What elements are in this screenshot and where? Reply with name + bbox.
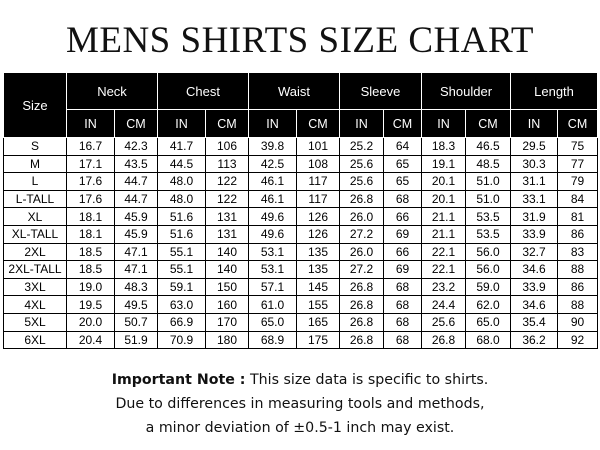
size-chart-table: [3, 72, 598, 349]
measurement-cell: 27.2: [340, 261, 384, 279]
measurement-cell: 19.5: [67, 296, 115, 314]
measurement-cell: 21.1: [422, 225, 466, 243]
measurement-cell: 108: [297, 155, 340, 173]
measurement-cell: 23.2: [422, 278, 466, 296]
unit-header: CM: [206, 110, 249, 138]
measurement-cell: 160: [206, 296, 249, 314]
measurement-cell: 88: [558, 296, 598, 314]
measurement-cell: 48.5: [466, 155, 511, 173]
measurement-cell: 35.4: [511, 313, 558, 331]
table-row: [4, 296, 598, 314]
measurement-cell: 122: [206, 190, 249, 208]
measurement-cell: 46.1: [249, 173, 297, 191]
measurement-cell: 45.9: [115, 208, 158, 226]
measurement-cell: 135: [297, 243, 340, 261]
measurement-cell: 18.1: [67, 208, 115, 226]
measurement-cell: 81: [558, 208, 598, 226]
measurement-cell: 135: [297, 261, 340, 279]
table-row: [4, 261, 598, 279]
note-label: Important Note :: [111, 372, 246, 388]
measurement-cell: 26.8: [340, 313, 384, 331]
measurement-cell: 51.0: [466, 190, 511, 208]
measurement-cell: 68: [384, 278, 422, 296]
measurement-cell: 131: [206, 225, 249, 243]
column-group-header: Sleeve: [340, 73, 422, 110]
table-row: [4, 278, 598, 296]
column-group-header: Shoulder: [422, 73, 511, 110]
measurement-cell: 92: [558, 331, 598, 349]
table-row: [4, 155, 598, 173]
size-label-cell: XL: [4, 208, 67, 226]
measurement-cell: 64: [384, 138, 422, 156]
measurement-cell: 126: [297, 208, 340, 226]
measurement-cell: 66: [384, 208, 422, 226]
measurement-cell: 106: [206, 138, 249, 156]
note-line-2: Due to differences in measuring tools and methods,: [115, 396, 485, 412]
size-label-cell: M: [4, 155, 67, 173]
measurement-cell: 66: [384, 243, 422, 261]
measurement-cell: 33.9: [511, 278, 558, 296]
measurement-cell: 27.2: [340, 225, 384, 243]
unit-header: CM: [558, 110, 598, 138]
measurement-cell: 175: [297, 331, 340, 349]
measurement-cell: 17.6: [67, 173, 115, 191]
table-row: [4, 313, 598, 331]
measurement-cell: 19.1: [422, 155, 466, 173]
measurement-cell: 101: [297, 138, 340, 156]
unit-header: CM: [384, 110, 422, 138]
measurement-cell: 26.0: [340, 208, 384, 226]
measurement-cell: 45.9: [115, 225, 158, 243]
unit-header: IN: [422, 110, 466, 138]
table-row: [4, 331, 598, 349]
measurement-cell: 25.2: [340, 138, 384, 156]
header-group-row: [4, 73, 598, 110]
measurement-cell: 62.0: [466, 296, 511, 314]
measurement-cell: 55.1: [158, 243, 206, 261]
measurement-cell: 83: [558, 243, 598, 261]
measurement-cell: 22.1: [422, 243, 466, 261]
measurement-cell: 63.0: [158, 296, 206, 314]
measurement-cell: 49.5: [115, 296, 158, 314]
measurement-cell: 22.1: [422, 261, 466, 279]
measurement-cell: 48.0: [158, 190, 206, 208]
measurement-cell: 155: [297, 296, 340, 314]
measurement-cell: 68.0: [466, 331, 511, 349]
measurement-cell: 16.7: [67, 138, 115, 156]
measurement-cell: 24.4: [422, 296, 466, 314]
size-label-cell: 4XL: [4, 296, 67, 314]
measurement-cell: 88: [558, 261, 598, 279]
measurement-cell: 61.0: [249, 296, 297, 314]
measurement-cell: 46.5: [466, 138, 511, 156]
measurement-cell: 26.8: [340, 296, 384, 314]
measurement-cell: 26.8: [340, 190, 384, 208]
measurement-cell: 29.5: [511, 138, 558, 156]
note-line-1: [0, 368, 600, 392]
measurement-cell: 20.1: [422, 173, 466, 191]
measurement-cell: 25.6: [422, 313, 466, 331]
measurement-cell: 49.6: [249, 208, 297, 226]
measurement-cell: 50.7: [115, 313, 158, 331]
measurement-cell: 18.5: [67, 261, 115, 279]
measurement-cell: 46.1: [249, 190, 297, 208]
measurement-cell: 65: [384, 173, 422, 191]
measurement-cell: 39.8: [249, 138, 297, 156]
measurement-cell: 30.3: [511, 155, 558, 173]
measurement-cell: 86: [558, 278, 598, 296]
measurement-cell: 26.0: [340, 243, 384, 261]
size-label-cell: 6XL: [4, 331, 67, 349]
measurement-cell: 33.1: [511, 190, 558, 208]
measurement-cell: 131: [206, 208, 249, 226]
measurement-cell: 42.3: [115, 138, 158, 156]
note-text-1: This size data is specific to shirts.: [249, 372, 489, 388]
page-title: MENS SHIRTS SIZE CHART: [65, 20, 535, 61]
measurement-cell: 180: [206, 331, 249, 349]
measurement-cell: 53.5: [466, 208, 511, 226]
table-row: [4, 138, 598, 156]
measurement-cell: 20.0: [67, 313, 115, 331]
column-group-header: Waist: [249, 73, 340, 110]
table-row: [4, 173, 598, 191]
measurement-cell: 140: [206, 261, 249, 279]
measurement-cell: 145: [297, 278, 340, 296]
measurement-cell: 69: [384, 261, 422, 279]
measurement-cell: 48.0: [158, 173, 206, 191]
unit-header: CM: [466, 110, 511, 138]
measurement-cell: 31.1: [511, 173, 558, 191]
measurement-cell: 17.1: [67, 155, 115, 173]
column-group-header: Chest: [158, 73, 249, 110]
measurement-cell: 20.1: [422, 190, 466, 208]
measurement-cell: 84: [558, 190, 598, 208]
measurement-cell: 165: [297, 313, 340, 331]
measurement-cell: 48.3: [115, 278, 158, 296]
measurement-cell: 126: [297, 225, 340, 243]
size-label-cell: 2XL-TALL: [4, 261, 67, 279]
unit-header: IN: [340, 110, 384, 138]
measurement-cell: 75: [558, 138, 598, 156]
measurement-cell: 68: [384, 190, 422, 208]
measurement-cell: 34.6: [511, 296, 558, 314]
measurement-cell: 41.7: [158, 138, 206, 156]
measurement-cell: 113: [206, 155, 249, 173]
measurement-cell: 33.9: [511, 225, 558, 243]
measurement-cell: 26.8: [340, 331, 384, 349]
measurement-cell: 36.2: [511, 331, 558, 349]
measurement-cell: 51.9: [115, 331, 158, 349]
unit-header: IN: [67, 110, 115, 138]
measurement-cell: 66.9: [158, 313, 206, 331]
measurement-cell: 19.0: [67, 278, 115, 296]
column-group-header: Length: [511, 73, 598, 110]
measurement-cell: 57.1: [249, 278, 297, 296]
unit-header: IN: [249, 110, 297, 138]
size-column-header: Size: [4, 73, 67, 138]
size-label-cell: L: [4, 173, 67, 191]
measurement-cell: 122: [206, 173, 249, 191]
measurement-cell: 65: [384, 155, 422, 173]
measurement-cell: 56.0: [466, 261, 511, 279]
measurement-cell: 51.6: [158, 225, 206, 243]
size-label-cell: 3XL: [4, 278, 67, 296]
measurement-cell: 44.7: [115, 190, 158, 208]
measurement-cell: 55.1: [158, 261, 206, 279]
measurement-cell: 86: [558, 225, 598, 243]
measurement-cell: 18.3: [422, 138, 466, 156]
measurement-cell: 59.1: [158, 278, 206, 296]
measurement-cell: 170: [206, 313, 249, 331]
measurement-cell: 53.1: [249, 261, 297, 279]
measurement-cell: 44.7: [115, 173, 158, 191]
measurement-cell: 18.1: [67, 225, 115, 243]
measurement-cell: 68: [384, 313, 422, 331]
size-label-cell: XL-TALL: [4, 225, 67, 243]
size-label-cell: 2XL: [4, 243, 67, 261]
table-row: [4, 190, 598, 208]
measurement-cell: 21.1: [422, 208, 466, 226]
measurement-cell: 68: [384, 331, 422, 349]
table-row: [4, 225, 598, 243]
measurement-cell: 32.7: [511, 243, 558, 261]
measurement-cell: 47.1: [115, 261, 158, 279]
measurement-cell: 56.0: [466, 243, 511, 261]
measurement-cell: 117: [297, 173, 340, 191]
measurement-cell: 31.9: [511, 208, 558, 226]
column-group-header: Neck: [67, 73, 158, 110]
measurement-cell: 77: [558, 155, 598, 173]
measurement-cell: 65.0: [249, 313, 297, 331]
measurement-cell: 140: [206, 243, 249, 261]
unit-header: IN: [511, 110, 558, 138]
table-row: [4, 243, 598, 261]
measurement-cell: 59.0: [466, 278, 511, 296]
measurement-cell: 18.5: [67, 243, 115, 261]
size-label-cell: L-TALL: [4, 190, 67, 208]
measurement-cell: 117: [297, 190, 340, 208]
measurement-cell: 70.9: [158, 331, 206, 349]
measurement-cell: 25.6: [340, 173, 384, 191]
measurement-cell: 69: [384, 225, 422, 243]
table-body: [4, 138, 598, 349]
note-line-3: a minor deviation of ±0.5-1 inch may exist.: [145, 420, 455, 436]
measurement-cell: 65.0: [466, 313, 511, 331]
measurement-cell: 53.1: [249, 243, 297, 261]
measurement-cell: 68.9: [249, 331, 297, 349]
measurement-cell: 26.8: [422, 331, 466, 349]
measurement-cell: 51.6: [158, 208, 206, 226]
unit-header: CM: [297, 110, 340, 138]
measurement-cell: 43.5: [115, 155, 158, 173]
measurement-cell: 44.5: [158, 155, 206, 173]
measurement-cell: 53.5: [466, 225, 511, 243]
unit-header: IN: [158, 110, 206, 138]
measurement-cell: 20.4: [67, 331, 115, 349]
size-label-cell: 5XL: [4, 313, 67, 331]
measurement-cell: 90: [558, 313, 598, 331]
measurement-cell: 42.5: [249, 155, 297, 173]
measurement-cell: 79: [558, 173, 598, 191]
measurement-cell: 47.1: [115, 243, 158, 261]
measurement-cell: 17.6: [67, 190, 115, 208]
table-row: [4, 208, 598, 226]
measurement-cell: 49.6: [249, 225, 297, 243]
header-units-row: [4, 110, 598, 138]
important-note: [0, 368, 600, 440]
measurement-cell: 25.6: [340, 155, 384, 173]
measurement-cell: 150: [206, 278, 249, 296]
measurement-cell: 68: [384, 296, 422, 314]
size-label-cell: S: [4, 138, 67, 156]
measurement-cell: 51.0: [466, 173, 511, 191]
measurement-cell: 26.8: [340, 278, 384, 296]
measurement-cell: 34.6: [511, 261, 558, 279]
unit-header: CM: [115, 110, 158, 138]
